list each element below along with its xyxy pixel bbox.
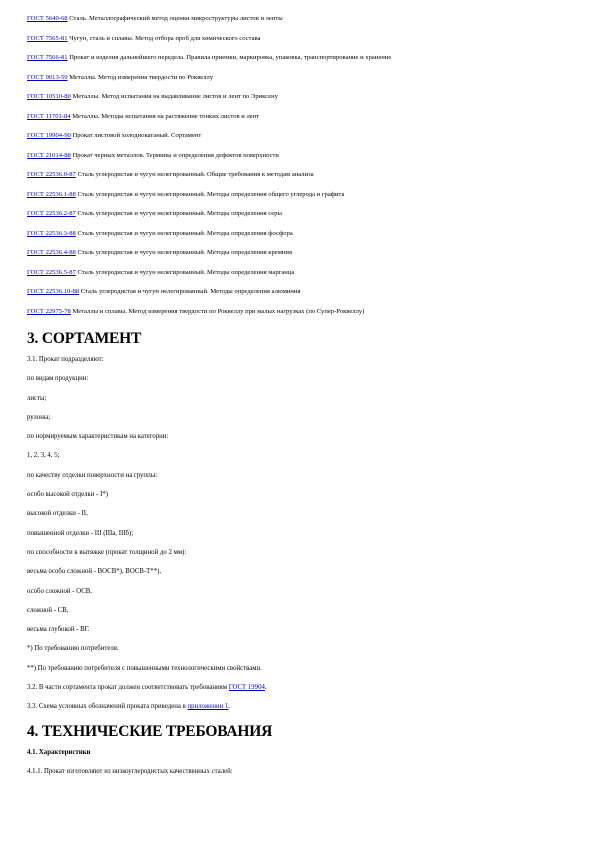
reference-title: Сталь. Металлографический метод оценки микроструктуры листов и ленты [67, 15, 283, 22]
reference-link[interactable]: ГОСТ 22536.1-88 [27, 190, 76, 198]
paragraph: по качеству отделки поверхности на группы: [27, 471, 158, 479]
reference-title: Чугун, сталь и сплавы. Метод отбора проб для химического состава [67, 34, 261, 42]
paragraph-text: 3.2. В части сортамента прокат должен соответствовать требованиям [27, 684, 229, 692]
appendix-1-link[interactable]: приложении 1 [187, 703, 229, 711]
reference-item [27, 151, 577, 171]
footnote: **) По требованию потребителя с повышенными технологическими свойствами. [27, 664, 262, 672]
reference-title: Сталь углеродистая и чугун нелегированный. Общие требования к методам анализа [75, 171, 314, 178]
reference-link[interactable]: ГОСТ 7565-81 [27, 34, 68, 42]
reference-item [27, 190, 577, 210]
reference-title: Металлы. Метод измерения твердости по Роквеллу [67, 73, 214, 81]
reference-link[interactable]: ГОСТ 22975-78 [27, 307, 71, 315]
paragraph: рулоны; [27, 413, 51, 421]
paragraph-3-2 [27, 683, 577, 702]
reference-item [27, 229, 577, 249]
reference-link[interactable]: ГОСТ 22536.4-88 [27, 249, 76, 256]
gost-19904-link[interactable]: ГОСТ 19904 [228, 684, 265, 692]
reference-link[interactable]: ГОСТ 21014-88 [27, 151, 71, 159]
reference-link[interactable]: ГОСТ 11701-84 [27, 112, 71, 120]
reference-item [27, 14, 577, 34]
paragraph: весьма глубокой - ВГ. [27, 626, 90, 634]
paragraph: 4.1.1. Прокат изготовляют из низкоуглеродистых качественных сталей: [27, 767, 233, 775]
reference-link[interactable]: ГОСТ 22536.10-88 [27, 288, 80, 295]
reference-title: Металлы. Методы испытания на растяжение тонких листов и лент [70, 112, 260, 120]
reference-item [27, 307, 577, 327]
paragraph: весьма особо сложной - ВОСВ*), ВОСВ-Т**), [27, 568, 162, 576]
subsection-heading [27, 748, 577, 767]
paragraph: по способности к вытяжке (прокат толщиной до 2 мм): [27, 548, 187, 556]
section-3-body [27, 355, 577, 722]
paragraph: по нормируемым характеристикам на категории: [27, 433, 169, 441]
reference-item [27, 92, 577, 112]
paragraph-3-3 [27, 702, 577, 721]
reference-link[interactable]: ГОСТ 22536.5-87 [27, 268, 76, 276]
reference-link[interactable]: ГОСТ 22536.3-88 [27, 229, 76, 237]
reference-link[interactable]: ГОСТ 19904-90 [27, 132, 71, 139]
reference-item [27, 73, 577, 93]
paragraph-end: . [264, 684, 267, 692]
reference-item [27, 209, 577, 229]
reference-title: Сталь углеродистая и чугун нелегированный. Методы определения фосфора [75, 229, 293, 237]
paragraph: особо сложной - ОСВ, [27, 587, 92, 595]
section-4-heading: 4. ТЕХНИЧЕСКИЕ ТРЕБОВАНИЯ [27, 722, 273, 740]
paragraph: сложной - СВ, [27, 606, 69, 614]
paragraph: особо высокой отделки - I*) [27, 491, 109, 499]
reference-link[interactable]: ГОСТ 9013-59 [27, 73, 68, 81]
paragraph: по видам продукции: [27, 375, 89, 383]
document-page [27, 14, 577, 786]
paragraph-end: . [228, 703, 231, 711]
reference-link[interactable]: ГОСТ 22536.2-87 [27, 210, 76, 217]
reference-item [27, 112, 577, 132]
reference-title: Металлы. Метод испытания на выдавливание листов и лент по Эриксену [70, 93, 278, 100]
paragraph: повышенной отделки - III (IIIа, IIIб); [27, 529, 134, 537]
reference-title: Сталь углеродистая и чугун нелегированный. Методы определения алюминия [79, 288, 301, 295]
section-4-body [27, 748, 577, 787]
reference-title: Сталь углеродистая и чугун нелегированный. Методы определения марганца [75, 268, 295, 276]
reference-link[interactable]: ГОСТ 5640-68 [27, 15, 68, 22]
paragraph-text: 3.3. Схема условных обозначений проката приведена в [27, 703, 188, 711]
reference-title: Прокат листовой холоднокатаный. Сортамент [70, 132, 202, 139]
reference-link[interactable]: ГОСТ 7566-81 [27, 54, 68, 61]
paragraph: 1, 2, 3, 4, 5; [27, 452, 60, 460]
reference-item [27, 248, 577, 268]
reference-item [27, 131, 577, 151]
reference-link[interactable]: ГОСТ 22536.0-87 [27, 171, 76, 178]
reference-title: Металлы и сплавы. Метод измерения твердости по Роквеллу при малых нагрузках (по Супер-Роквеллу) [70, 307, 365, 315]
paragraph: 3.1. Прокат подразделяют: [27, 356, 104, 363]
reference-item [27, 170, 577, 190]
paragraph: высокой отделки - II, [27, 510, 88, 518]
reference-title: Сталь углеродистая и чугун нелегированный. Методы определения кремния [75, 249, 292, 256]
subsection-title: 4.1. Характеристики [27, 748, 91, 756]
paragraph: листы; [27, 394, 47, 402]
section-3-heading: 3. СОРТАМЕНТ [27, 330, 142, 347]
reference-title: Прокат черных металлов. Термины и определения дефектов поверхности [70, 151, 279, 159]
reference-item [27, 268, 577, 288]
reference-item [27, 34, 577, 54]
footnote: *) По требованию потребителя. [27, 645, 119, 653]
reference-list [27, 14, 577, 326]
reference-item [27, 287, 577, 307]
reference-title: Сталь углеродистая и чугун нелегированный. Методы определения серы [75, 210, 282, 217]
reference-title: Сталь углеродистая и чугун нелегированный. Методы определения общего углерода и графита [75, 190, 345, 198]
reference-link[interactable]: ГОСТ 10510-80 [27, 93, 71, 100]
reference-title: Прокат и изделия дальнейшего передела. Правила приемки, маркировка, упаковка, транспортирование и хранение [67, 54, 392, 61]
reference-item [27, 53, 577, 73]
